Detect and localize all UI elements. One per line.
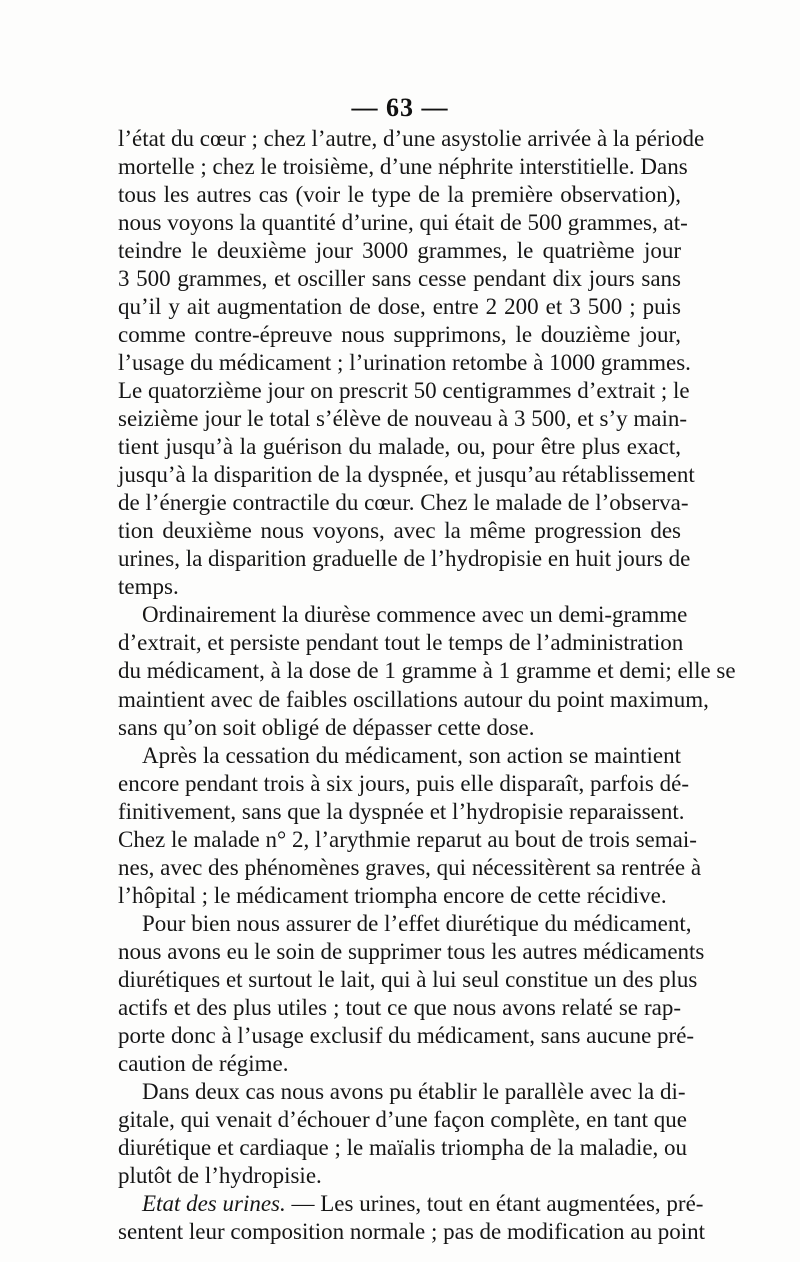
- text-line: temps.: [118, 574, 179, 600]
- text-line: d’extrait, et persiste pendant tout le temps de l’administration: [118, 630, 684, 656]
- text-line: tient jusqu’à la guérison du malade, ou, pour être plus exact,: [118, 434, 681, 460]
- text-line: urines, la disparition graduelle de l’hydropisie en huit jours de: [118, 546, 691, 572]
- heading-line-text: — Les urines, tout en étant augmentées, pré-: [291, 1190, 704, 1216]
- text-line: sentent leur composition normale ; pas de modification au point: [118, 1219, 706, 1244]
- text-line: l’hôpital ; le médicament triompha encore de cette récidive.: [118, 882, 667, 908]
- text-line: mortelle ; chez le troisième, d’une néphrite interstitielle. Dans: [118, 154, 688, 180]
- text-line: du médicament, à la dose de 1 gramme à 1 gramme et demi; elle se: [118, 658, 736, 684]
- text-line: tous les autres cas (voir le type de la première observation),: [118, 182, 681, 208]
- text-line: l’état du cœur ; chez l’autre, d’une asystolie arrivée à la période: [118, 126, 705, 151]
- text-line: porte donc à l’usage exclusif du médicament, sans aucune pré-: [118, 1022, 695, 1048]
- paragraph-start-line: Pour bien nous assurer de l’effet diurétique du médicament,: [142, 910, 692, 936]
- text-line: sans qu’on soit obligé de dépasser cette dose.: [118, 714, 535, 740]
- text-line: comme contre-épreuve nous supprimons, le douzième jour,: [118, 322, 681, 348]
- text-line: de l’énergie contractile du cœur. Chez le malade de l’observa-: [118, 490, 689, 516]
- text-line: maintient avec de faibles oscillations autour du point maximum,: [118, 686, 709, 712]
- text-line: diurétique et cardiaque ; le maïalis triompha de la maladie, ou: [118, 1134, 688, 1160]
- text-line: tion deuxième nous voyons, avec la même progression des: [118, 518, 681, 544]
- page-number: — 63 —: [351, 93, 449, 122]
- text-line: finitivement, sans que la dyspnée et l’hydropisie reparaissent.: [118, 798, 685, 824]
- text-line: actifs et des plus utiles ; tout ce que nous avons relaté se rap-: [118, 994, 681, 1020]
- text-line: diurétiques et surtout le lait, qui à lui seul constitue un des plus: [118, 966, 698, 992]
- text-line: jusqu’à la disparition de la dyspnée, et jusqu’au rétablissement: [118, 462, 695, 488]
- paragraph-start-line: Dans deux cas nous avons pu établir le parallèle avec la di-: [142, 1078, 686, 1104]
- paragraph-start-line: Ordinairement la diurèse commence avec un demi-gramme: [142, 602, 688, 628]
- text-line: Le quatorzième jour on prescrit 50 centigrammes d’extrait ; le: [118, 378, 690, 404]
- text-line: teindre le deuxième jour 3000 grammes, le quatrième jour: [118, 238, 681, 264]
- text-line: nous voyons la quantité d’urine, qui était de 500 grammes, at-: [118, 210, 688, 236]
- italic-section-heading: Etat des urines.: [142, 1190, 286, 1216]
- text-line: qu’il y ait augmentation de dose, entre 2 200 et 3 500 ; puis: [118, 294, 681, 320]
- text-line: caution de régime.: [118, 1050, 289, 1076]
- paragraph-start-line: Après la cessation du médicament, son action se maintient: [142, 742, 681, 768]
- text-line: gitale, qui venait d’échouer d’une façon complète, en tant que: [118, 1106, 688, 1132]
- text-line: l’usage du médicament ; l’urination retombe à 1000 grammes.: [118, 350, 691, 376]
- text-line: seizième jour le total s’élève de nouveau à 3 500, et s’y main-: [118, 406, 688, 432]
- text-line: nous avons eu le soin de supprimer tous les autres médicaments: [118, 938, 705, 964]
- text-line: plutôt de l’hydropisie.: [118, 1162, 322, 1188]
- text-line: 3 500 grammes, et osciller sans cesse pendant dix jours sans: [118, 266, 681, 292]
- text-line: nes, avec des phénomènes graves, qui nécessitèrent sa rentrée à: [118, 854, 702, 880]
- text-line: encore pendant trois à six jours, puis elle disparaît, parfois dé-: [118, 770, 690, 796]
- text-line: Chez le malade n° 2, l’arythmie reparut au bout de trois semai-: [118, 826, 697, 852]
